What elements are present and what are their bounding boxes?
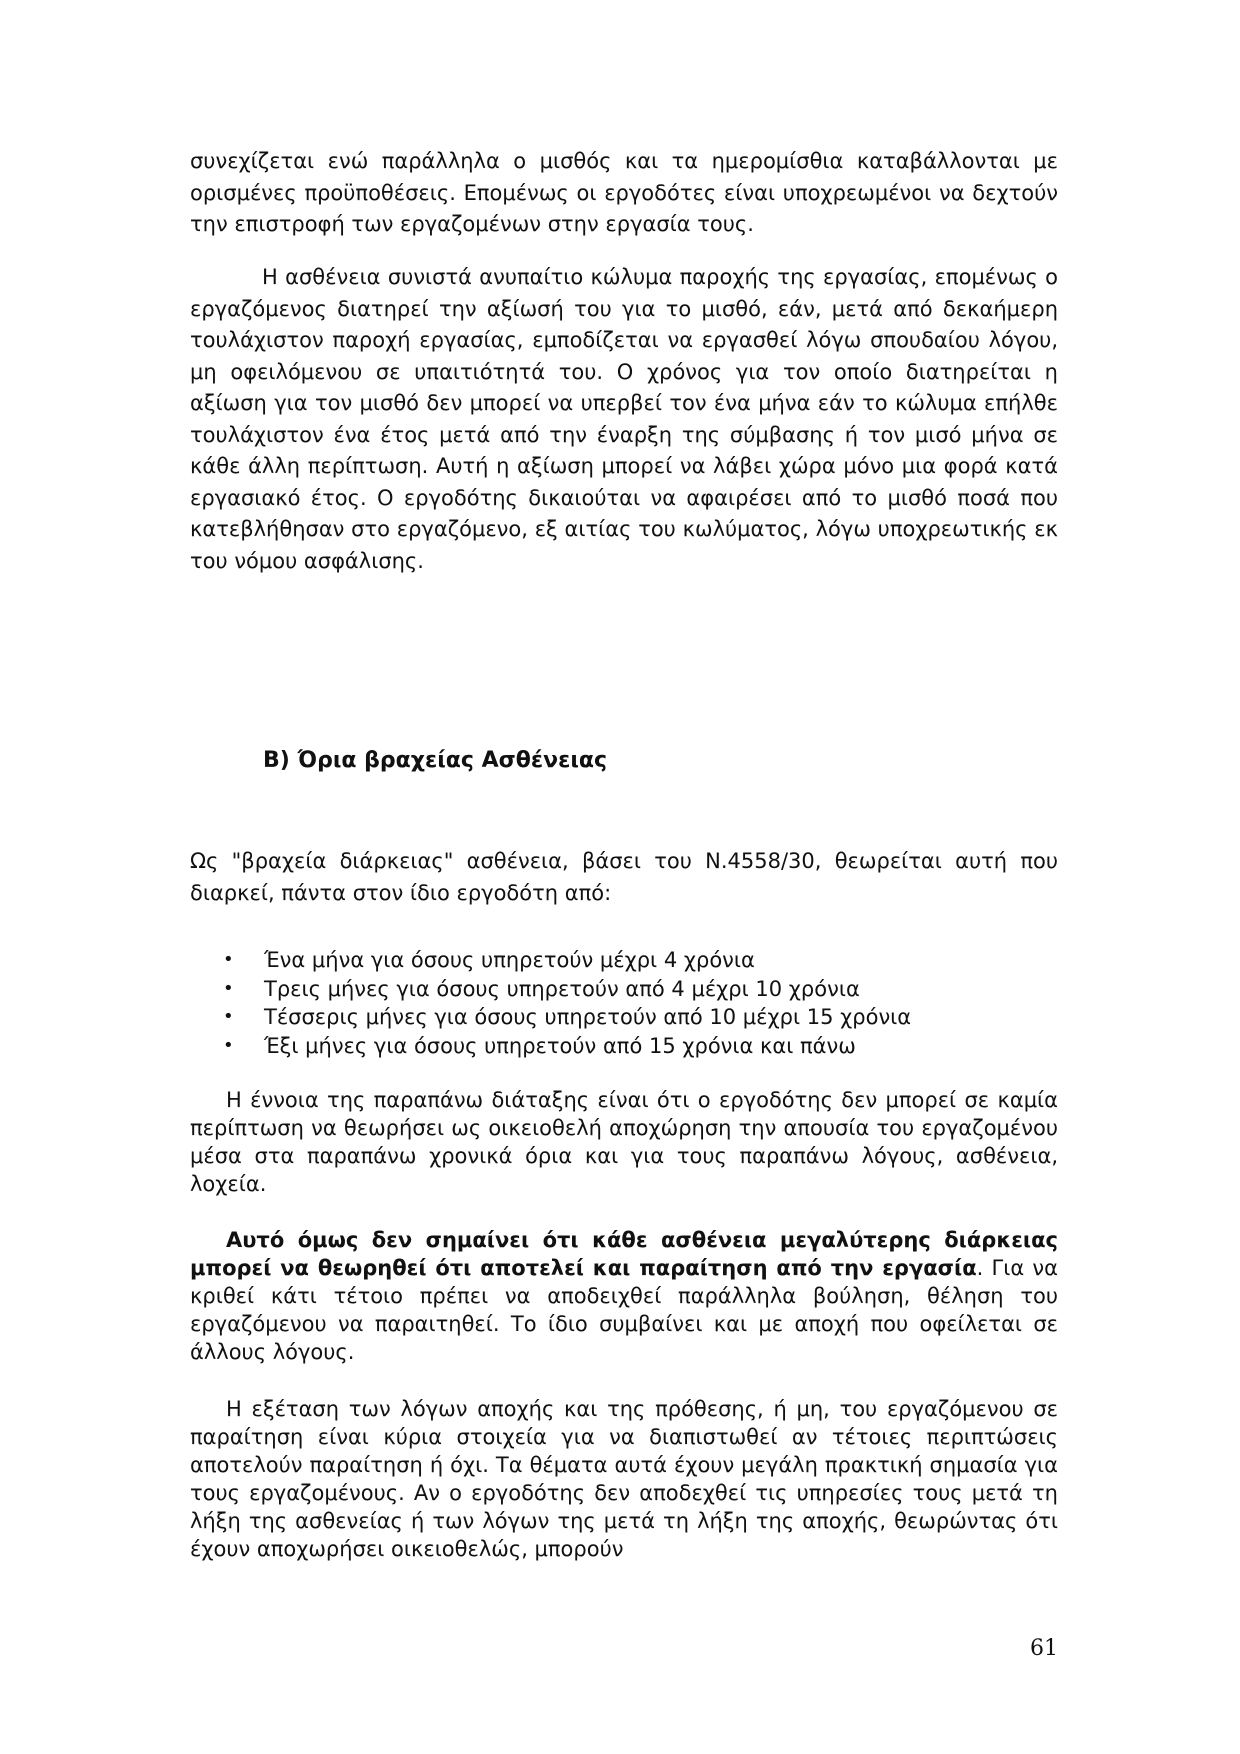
paragraph-continuation: συνεχίζεται ενώ παράλληλα ο μισθός και τα ημερομίσθια καταβάλλονται με ορισμένες προϋποθέσεις. Επομένως οι εργοδότες είναι υποχρεωμένοι να δεχτούν την επιστροφή των εργαζομένων στην εργασία τους. [190, 149, 1058, 236]
list-item: • Ένα μήνα για όσους υπηρετούν μέχρι 4 χρόνια [190, 946, 1058, 975]
bullet-icon: • [223, 1006, 234, 1027]
paragraph-examination: Η εξέταση των λόγων αποχής και της πρόθεσης, ή μη, του εργαζόμενου σε παραίτηση είναι κύρια στοιχεία για να διαπιστωθεί αν τέτοιες περιπτώσεις αποτελούν παραίτηση ή όχι. Τα θέματα αυτά έχουν μεγάλη πρακτική σημασία για τους εργαζομένους. Αν ο εργοδότης δεν αποδεχθεί τις υπηρεσίες τους μετά τη λήξη της ασθενείας ή των λόγων της μετά τη λήξη της αποχής, θεωρώντας ότι έχουν αποχωρήσει οικειοθελώς, μπορούν [190, 1397, 1058, 1561]
bullet-icon: • [223, 949, 234, 970]
paragraph-short-illness-definition: Ως "βραχεία διάρκειας" ασθένεια, βάσει του Ν.4558/30, θεωρείται αυτή που διαρκεί, πάντα στον ίδιο εργοδότη από: [190, 849, 1058, 905]
duration-list [190, 946, 1058, 1060]
paragraph-resignation: Αυτό όμως δεν σημαίνει ότι κάθε ασθένεια μεγαλύτερης διάρκειας μπορεί να θεωρηθεί ότι αποτελεί και παραίτηση από την εργασία. Για να κριθεί κάτι τέτοιο πρέπει να αποδειχθεί παράλληλα βούληση, θέληση του εργαζόμενου να παραιτηθεί. Το ίδιο συμβαίνει και με αποχή που οφείλεται σε άλλους λόγους. [190, 1228, 1059, 1364]
paragraph-illness-claim: Η ασθένεια συνιστά ανυπαίτιο κώλυμα παροχής της εργασίας, επομένως ο εργαζόμενος διατηρεί την αξίωσή του για το μισθό, εάν, μετά από δεκαήμερη τουλάχιστον παροχή εργασίας, εμποδίζεται να εργασθεί λόγω σπουδαίου λόγου, μη οφειλόμενου σε υπαιτιότητά του. Ο χρόνος για τον οποίο διατηρείται η αξίωση για τον μισθό δεν μπορεί να υπερβεί τον ένα μήνα εάν το κώλυμα επήλθε τουλάχιστον ένα έτος μετά από την έναρξη της σύμβασης ή τον μισό μήνα σε κάθε άλλη περίπτωση. Αυτή η αξίωση μπορεί να λάβει χώρα μόνο μια φορά κατά εργασιακό έτος. Ο εργοδότης δικαιούται να αφαιρέσει από το μισθό ποσά που κατεβλήθησαν στο εργαζόμενο, εξ αιτίας του κωλύματος, λόγω υποχρεωτικής εκ του νόμου ασφάλισης. [190, 265, 1058, 573]
list-item: • Έξι μήνες για όσους υπηρετούν από 15 χρόνια και πάνω [190, 1032, 1058, 1061]
emphasized-text: Αυτό όμως δεν σημαίνει ότι κάθε ασθένεια μεγαλύτερης διάρκειας μπορεί να θεωρηθεί ότι αποτελεί και παραίτηση από την εργασία [190, 1228, 1058, 1280]
bullet-icon: • [223, 977, 234, 999]
bullet-icon: • [223, 1034, 234, 1056]
paragraph-provision-meaning: Η έννοια της παραπάνω διάταξης είναι ότι ο εργοδότης δεν μπορεί σε καμία περίπτωση να θεωρήσει ως οικειοθελή αποχώρηση την απουσία του εργαζομένου μέσα στα παραπάνω χρονικά όρια και για τους παραπάνω λόγους, ασθένεια, λοχεία. [190, 1088, 1058, 1196]
list-item: • Τέσσερις μήνες για όσους υπηρετούν από 10 μέχρι 15 χρόνια [190, 1003, 1058, 1032]
list-item: • Τρεις μήνες για όσους υπηρετούν από 4 μέχρι 10 χρόνια [190, 975, 1058, 1004]
page-number: 61 [1030, 1636, 1058, 1661]
section-heading: Β) Όρια βραχείας Ασθένειας [263, 748, 608, 773]
